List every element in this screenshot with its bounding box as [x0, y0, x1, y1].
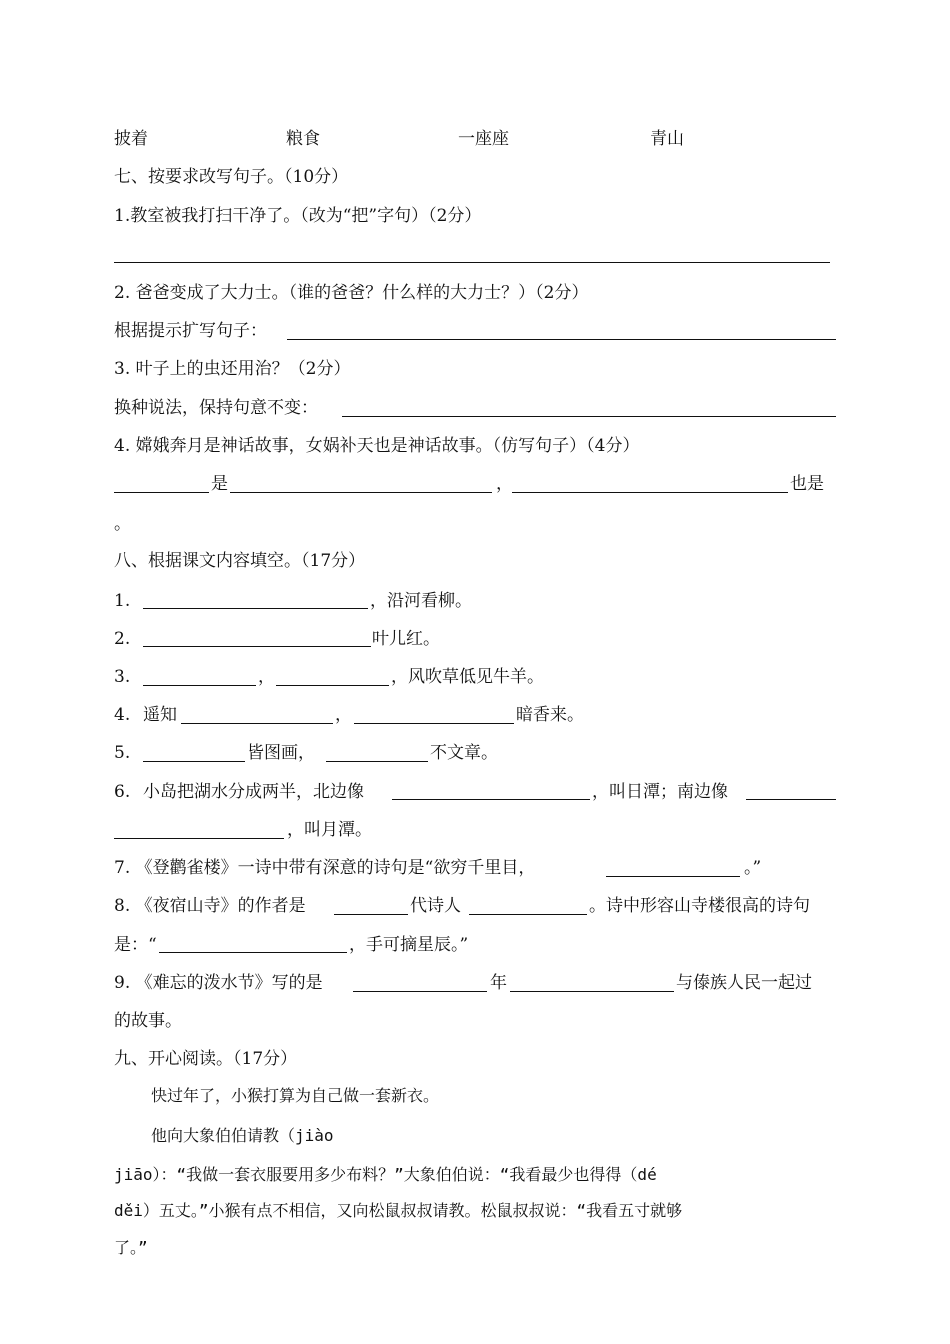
- answer-line-8-5a[interactable]: [143, 761, 245, 762]
- reading-para-1: 快过年了，小猴打算为自己做一套新衣。: [151, 1086, 440, 1105]
- q74-comma: ，: [496, 474, 513, 494]
- word-1: 披着: [114, 129, 148, 149]
- answer-line-8-9a[interactable]: [353, 991, 487, 992]
- item-8-5-mid: 皆图画，: [247, 743, 315, 763]
- item-8-8-mid: 代诗人: [410, 896, 461, 916]
- item-8-4-text: 暗香来。: [516, 705, 584, 725]
- item-8-1-num: 1.: [114, 591, 131, 611]
- item-8-7: 7. 《登鹳雀楼》一诗中带有深意的诗句是“欲穷千里目，: [114, 858, 536, 878]
- answer-line-8-2[interactable]: [143, 646, 371, 647]
- item-8-6-num: 6.: [114, 782, 131, 802]
- answer-line-8-8b[interactable]: [469, 914, 587, 915]
- item-8-3-text: ，风吹草低见牛羊。: [391, 667, 544, 687]
- reading-line-4: děi）五丈。”小猴有点不相信，又向松鼠叔叔请教。松鼠叔叔说：“我看五寸就够: [114, 1201, 683, 1220]
- answer-line-7-4c[interactable]: [512, 492, 788, 493]
- word-3: 一座座: [458, 129, 509, 149]
- reading-line-5: 了。”: [114, 1238, 148, 1257]
- word-4: 青山: [650, 129, 684, 149]
- reading-line-3: jiāo）：“我做一套衣服要用多少布料？”大象伯伯说：“我看最少也得得（dé: [114, 1165, 657, 1184]
- answer-line-7-2[interactable]: [287, 339, 836, 340]
- section-9-heading: 九、开心阅读。（17分）: [114, 1049, 298, 1069]
- item-8-9-mid: 年: [490, 973, 507, 993]
- item-8-4-num: 4.: [114, 705, 131, 725]
- item-8-1-text: ，沿河看柳。: [370, 591, 472, 611]
- item-8-3-num: 3.: [114, 667, 131, 687]
- answer-line-7-4b[interactable]: [230, 492, 492, 493]
- section-8-heading: 八、根据课文内容填空。（17分）: [114, 551, 366, 571]
- answer-line-8-6b[interactable]: [746, 799, 836, 800]
- answer-line-7-4a[interactable]: [114, 492, 209, 493]
- question-7-4: 4. 嫦娥奔月是神话故事，女娲补天也是神话故事。（仿写句子）（4分）: [114, 436, 640, 456]
- answer-line-8-9b[interactable]: [510, 991, 674, 992]
- question-7-1: 1.教室被我打扫干净了。（改为“把”字句）（2分）: [114, 206, 482, 226]
- answer-line-8-4a[interactable]: [181, 723, 333, 724]
- question-7-3-prompt: 换种说法，保持句意不变：: [114, 398, 318, 418]
- item-8-8-end: 。诗中形容山寺楼很高的诗句: [589, 896, 810, 916]
- item-8-8-line2-end: ，手可摘星辰。”: [349, 935, 469, 955]
- answer-line-8-1[interactable]: [143, 608, 368, 609]
- question-7-2-prompt: 根据提示扩写句子：: [114, 321, 267, 341]
- item-8-9-pre: 9. 《难忘的泼水节》写的是: [114, 973, 323, 993]
- word-2: 粮食: [286, 129, 320, 149]
- item-8-5-num: 5.: [114, 743, 131, 763]
- answer-line-8-3a[interactable]: [143, 685, 256, 686]
- answer-line-8-7[interactable]: [606, 876, 740, 877]
- item-8-3-comma: ，: [258, 667, 275, 687]
- section-7-heading: 七、按要求改写句子。（10分）: [114, 167, 349, 187]
- item-8-2-text: 叶儿红。: [372, 629, 440, 649]
- item-8-4-comma: ，: [335, 705, 352, 725]
- item-8-6-mid: ，叫日潭；南边像: [592, 782, 728, 802]
- answer-line-8-3b[interactable]: [276, 685, 389, 686]
- item-8-6-pre: 小岛把湖水分成两半，北边像: [143, 782, 364, 802]
- item-8-5-text: 不文章。: [430, 743, 498, 763]
- answer-line-8-5b[interactable]: [326, 761, 428, 762]
- item-8-2-num: 2.: [114, 629, 131, 649]
- answer-line-8-8c[interactable]: [159, 952, 347, 953]
- question-7-2: 2. 爸爸变成了大力士。（谁的爸爸？什么样的大力士？）（2分）: [114, 283, 589, 303]
- q74-period: 。: [114, 514, 131, 534]
- item-8-8-pre: 8. 《夜宿山寺》的作者是: [114, 896, 306, 916]
- answer-line-7-1[interactable]: [114, 262, 830, 263]
- q74-yeshi: 也是: [790, 474, 824, 494]
- item-8-8-line2-pre: 是：“: [114, 935, 157, 955]
- question-7-3: 3. 叶子上的虫还用治？（2分）: [114, 359, 351, 379]
- answer-line-8-6c[interactable]: [114, 838, 284, 839]
- item-8-4-pre: 遥知: [143, 705, 177, 725]
- answer-line-8-4b[interactable]: [354, 723, 514, 724]
- answer-line-8-6a[interactable]: [392, 799, 590, 800]
- item-8-9-end: 与傣族人民一起过: [676, 973, 812, 993]
- item-8-9-line2: 的故事。: [114, 1011, 182, 1031]
- item-8-6-end: ，叫月潭。: [287, 820, 372, 840]
- answer-line-7-3[interactable]: [342, 416, 836, 417]
- q74-shi: 是: [211, 474, 228, 494]
- item-8-7-end: 。”: [744, 858, 762, 878]
- reading-para-2: 他向大象伯伯请教（jiào: [151, 1126, 334, 1145]
- answer-line-8-8a[interactable]: [334, 914, 408, 915]
